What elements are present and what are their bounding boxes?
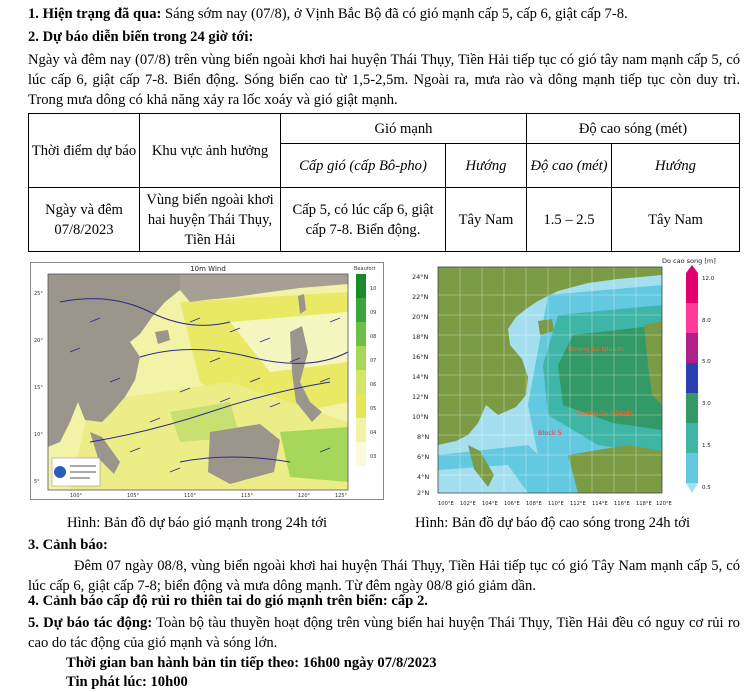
section-current-status — [28, 6, 628, 23]
next-bulletin-time: Thời gian ban hành bản tin tiếp theo: 16h00 ngày 07/8/2023 — [66, 655, 437, 671]
forecast-table — [28, 113, 740, 252]
wave-lat-label: 24°N — [412, 273, 429, 281]
wind-legend-tick: 06 — [370, 382, 377, 388]
wave-lon-label: 110°E — [548, 501, 564, 507]
wind-map-caption: Hình: Bản đồ dự báo gió mạnh trong 24h tới — [67, 515, 328, 531]
wave-legend-colorbar — [686, 265, 698, 493]
table-header-wave: Độ cao sóng (mét) — [527, 114, 740, 144]
table-subheader-wave-direction: Hướng — [612, 144, 740, 188]
wind-lat-label: 25° — [34, 291, 43, 297]
wind-lon-label: 100° — [70, 493, 83, 499]
wave-lon-label: 116°E — [614, 501, 630, 507]
wind-lat-label: 10° — [34, 432, 43, 438]
wave-lat-label: 12°N — [412, 393, 429, 401]
wind-forecast-map — [30, 262, 384, 500]
wave-lat-label: 8°N — [417, 433, 430, 441]
wave-legend-tick: 12.0 — [702, 276, 715, 282]
wind-legend-title: Beaufort — [354, 266, 376, 272]
place-label-hoang-sa: Hoang Sa Islands — [568, 345, 625, 353]
table-cell-wave-direction: Tây Nam — [612, 188, 740, 252]
wave-map-caption: Hình: Bản đồ dự báo độ cao sóng trong 24h tới — [415, 515, 691, 531]
wave-lat-label: 10°N — [412, 413, 429, 421]
wave-lat-label: 16°N — [412, 353, 429, 361]
section-2-text: Ngày và đêm nay (07/8) trên vùng biển ngoài khơi hai huyện Thái Thụy, Tiền Hải tiếp tục có gió tây nam mạnh cấp 5, có lúc cấp 6, giật cấp 7-8. Biển động. Sóng biển cao từ 1,5-2,5m. Ngoài ra, mưa rào và dông mạnh tiếp tục còn duy trì. Trong mưa dông có khả năng xảy ra lốc xoáy và gió giật mạnh. — [28, 52, 740, 108]
wind-legend-tick: 03 — [370, 454, 377, 460]
table-row — [29, 188, 740, 252]
wave-legend-tick: 1.5 — [702, 443, 711, 449]
wave-lon-label: 108°E — [526, 501, 542, 507]
wave-lon-label: 104°E — [482, 501, 498, 507]
wave-lon-label: 102°E — [460, 501, 476, 507]
wind-lon-label: 125° — [335, 493, 348, 499]
wave-lon-label: 106°E — [504, 501, 520, 507]
table-subheader-wave-height: Độ cao (mét) — [527, 144, 612, 188]
wind-lon-label: 110° — [184, 493, 197, 499]
wave-lat-label: 2°N — [417, 489, 430, 497]
place-label-truong-sa: Truong Sa Islands — [576, 409, 633, 417]
wind-legend-tick: 05 — [370, 406, 377, 412]
section-5-text: Toàn bộ tàu thuyền hoạt động trên vùng biển hai huyện Thái Thụy, Tiền Hải đều có nguy cơ rủi ro cao do tác động của gió mạnh và sóng lớn. — [28, 615, 740, 651]
wave-legend-title: Do cao song [m] — [662, 257, 716, 265]
wave-lat-label: 22°N — [412, 293, 429, 301]
wave-legend-tick: 5.0 — [702, 359, 711, 365]
wind-legend-tick: 07 — [370, 358, 377, 364]
table-cell-time: Ngày và đêm 07/8/2023 — [29, 188, 140, 252]
table-cell-area: Vùng biển ngoài khơi hai huyện Thái Thụy, Tiền Hải — [140, 188, 281, 252]
wind-legend-tick: 08 — [370, 334, 377, 340]
wave-lat-label: 14°N — [412, 373, 429, 381]
wind-map-title: 10m Wind — [190, 265, 226, 273]
wave-legend-tick: 8.0 — [702, 318, 711, 324]
table-subheader-wind-direction: Hướng — [446, 144, 527, 188]
table-header-area: Khu vực ảnh hưởng — [140, 114, 281, 188]
section-1-text: Sáng sớm nay (07/8), ở Vịnh Bắc Bộ đã có gió mạnh cấp 5, cấp 6, giật cấp 7-8. — [165, 6, 628, 22]
wave-lat-label: 20°N — [412, 313, 429, 321]
table-cell-wind-level: Cấp 5, có lúc cấp 6, giật cấp 7-8. Biển động. — [281, 188, 446, 252]
wave-lon-label: 114°E — [592, 501, 608, 507]
wave-lat-label: 4°N — [417, 473, 430, 481]
section-3-heading: 3. Cảnh báo: — [28, 537, 108, 553]
section-2-heading: 2. Dự báo diễn biến trong 24 giờ tới: — [28, 29, 254, 45]
wind-lon-label: 115° — [241, 493, 254, 499]
wave-forecast-map — [398, 255, 736, 508]
section-5 — [28, 613, 740, 653]
forecast-logo-icon — [52, 458, 100, 486]
wave-legend-tick: 3.0 — [702, 401, 711, 407]
section-4-heading: 4. Cảnh báo cấp độ rủi ro thiên tai do gió mạnh trên biển: cấp 2. — [28, 593, 428, 609]
wind-lat-label: 15° — [34, 385, 43, 391]
place-label-block-5: Block 5 — [538, 429, 562, 437]
wave-lat-label: 18°N — [412, 333, 429, 341]
wind-legend-tick: 09 — [370, 310, 377, 316]
section-5-heading: 5. Dự báo tác động: — [28, 615, 153, 631]
wind-lon-label: 120° — [298, 493, 311, 499]
table-cell-wind-direction: Tây Nam — [446, 188, 527, 252]
wind-lon-label: 105° — [127, 493, 140, 499]
wave-lon-label: 100°E — [438, 501, 454, 507]
wind-lat-label: 5° — [34, 479, 40, 485]
section-3-text: Đêm 07 ngày 08/8, vùng biển ngoài khơi hai huyện Thái Thụy, Tiền Hải tiếp tục có gió Tây Nam mạnh cấp 5, có lúc cấp 6, giật cấp 7-8; biển động và mưa dông mạnh. Từ đêm ngày 08/8 gió giảm dần. — [28, 558, 740, 594]
wind-legend-tick: 04 — [370, 430, 377, 436]
wave-legend-tick: 0.5 — [702, 485, 711, 491]
wind-lat-label: 20° — [34, 338, 43, 344]
issued-time: Tin phát lúc: 10h00 — [66, 674, 188, 690]
wave-lon-label: 112°E — [570, 501, 586, 507]
table-header-time: Thời điểm dự báo — [29, 114, 140, 188]
section-1-heading: 1. Hiện trạng đã qua: — [28, 6, 162, 22]
wave-lat-label: 6°N — [417, 453, 430, 461]
table-cell-wave-height: 1.5 – 2.5 — [527, 188, 612, 252]
wind-legend-tick: 10 — [370, 286, 377, 292]
wave-lon-label: 120°E — [656, 501, 672, 507]
table-header-wind: Gió mạnh — [281, 114, 527, 144]
table-subheader-wind-level: Cấp gió (cấp Bô-pho) — [281, 144, 446, 188]
wave-lon-label: 118°E — [636, 501, 652, 507]
